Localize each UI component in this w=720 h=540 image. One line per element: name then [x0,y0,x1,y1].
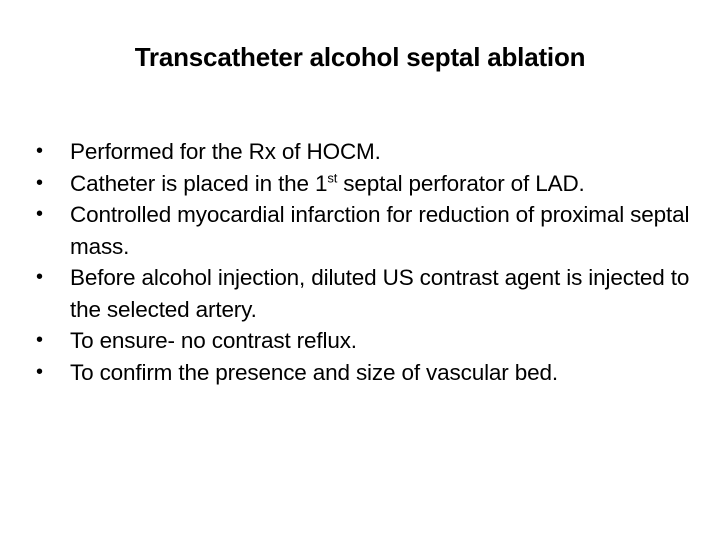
bullet-icon: • [36,203,43,225]
bullet-text-before: Catheter is placed in the 1 [70,170,328,196]
ordinal-superscript: st [327,170,338,185]
list-item [36,325,696,357]
list-item [36,357,696,389]
bullet-text: Performed for the Rx of HOCM. [70,139,381,164]
bullet-icon: • [36,140,43,162]
bullet-icon: • [36,329,43,351]
bullet-text: Before alcohol injection, diluted US contrast agent is injected to the selected artery. [70,265,690,322]
bullet-text: To confirm the presence and size of vascular bed. [70,359,558,385]
bullet-icon: • [36,360,43,383]
list-item [36,199,696,262]
bullet-text-after: septal perforator of LAD. [337,170,585,196]
bullet-text: To ensure- no contrast reflux. [70,328,357,353]
bullet-text [70,171,585,196]
list-item [36,136,696,168]
bullet-icon: • [36,171,43,194]
list-item [36,168,696,200]
slide-title: Transcatheter alcohol septal ablation [134,42,586,72]
list-item [36,262,696,325]
bullet-icon: • [36,266,43,288]
bullet-list [36,136,696,388]
bullet-text: Controlled myocardial infarction for reduction of proximal septal mass. [70,202,690,259]
